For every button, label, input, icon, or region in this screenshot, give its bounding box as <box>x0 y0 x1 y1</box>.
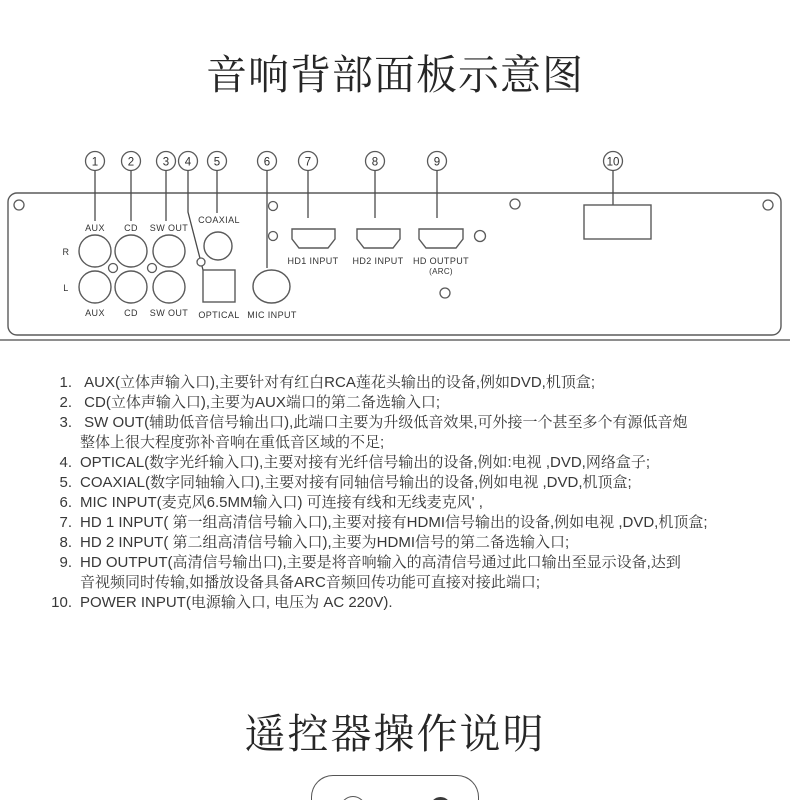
list-item-text: CD(立体声输入口),主要为AUX端口的第二备选输入口; <box>80 394 441 411</box>
screw-icon <box>109 264 118 273</box>
hd-output-label: HD OUTPUT <box>412 256 470 266</box>
list-item <box>45 473 760 493</box>
hdmi2-input-port <box>357 229 400 248</box>
remote-control-outline <box>311 775 479 800</box>
power-input-port <box>584 205 651 239</box>
list-item-number: 3. <box>59 414 72 431</box>
arc-label: (ARC) <box>429 267 453 276</box>
screw-icon <box>14 200 24 210</box>
swout-l-port <box>153 271 185 303</box>
callout-4: 4 <box>184 156 192 169</box>
cd-l-port <box>115 271 147 303</box>
list-item-number: 5. <box>59 474 72 491</box>
remote-button-outline-icon <box>340 796 366 800</box>
screw-icon <box>148 264 157 273</box>
mic-input-label: MIC INPUT <box>247 310 297 320</box>
screw-icon <box>440 288 450 298</box>
cd-r-port <box>115 235 147 267</box>
back-panel-diagram <box>0 140 790 350</box>
screw-icon <box>763 200 773 210</box>
list-item-number: 6. <box>59 494 72 511</box>
list-item-number: 2. <box>59 394 72 411</box>
list-item-text: AUX(立体声输入口),主要针对有红白RCA莲花头输出的设备,例如DVD,机顶盒; <box>80 374 596 391</box>
page-title: 音响背部面板示意图 <box>206 52 584 98</box>
list-item-number: 4. <box>59 454 72 471</box>
list-item <box>45 373 760 393</box>
aux-bottom-label: AUX <box>85 308 105 318</box>
callout-2: 2 <box>127 156 135 169</box>
screw-icon <box>269 232 278 241</box>
callout-1: 1 <box>91 156 99 169</box>
screw-icon <box>475 231 486 242</box>
hdmi-output-port <box>419 229 463 248</box>
mic-input-port <box>253 270 290 303</box>
aux-l-port <box>79 271 111 303</box>
list-item <box>45 513 760 533</box>
list-item <box>45 393 760 413</box>
hd1-input-label: HD1 INPUT <box>287 256 339 266</box>
list-item-text: OPTICAL(数字光纤输入口),主要对接有光纤信号输出的设备,例如:电视 ,DVD,网络盒子; <box>80 454 651 471</box>
callout-6: 6 <box>263 156 271 169</box>
callout-5: 5 <box>213 156 221 169</box>
swout-top-label: SW OUT <box>149 223 189 233</box>
screw-icon <box>510 199 520 209</box>
list-item-text: POWER INPUT(电源输入口, 电压为 AC 220V). <box>80 594 393 611</box>
aux-top-label: AUX <box>85 223 105 233</box>
list-item-number: 9. <box>59 554 72 571</box>
coaxial-port <box>204 232 232 260</box>
list-item <box>45 533 760 553</box>
right-channel-label: R <box>62 247 70 257</box>
swout-bottom-label: SW OUT <box>149 308 189 318</box>
screw-icon <box>197 258 205 266</box>
callout-8: 8 <box>371 156 379 169</box>
callout-markers <box>86 152 623 171</box>
list-item-text: HD OUTPUT(高清信号输出口),主要是将音响输入的高清信号通过此口输出至显示设备,达到 音视频同时传输,如播放设备具备ARC音频回传功能可直接对接此端口; <box>80 554 681 591</box>
list-item-number: 7. <box>59 514 72 531</box>
list-item-text: SW OUT(辅助低音信号输出口),此端口主要为升级低音效果,可外接一个甚至多个有源低音炮 整体上很大程度弥补音响在重低音区域的不足; <box>80 414 688 451</box>
list-item-number: 10. <box>51 594 72 611</box>
list-item <box>45 493 760 513</box>
list-item-number: 1. <box>59 374 72 391</box>
cd-top-label: CD <box>124 223 138 233</box>
list-item-text: HD 1 INPUT( 第一组高清信号输入口),主要对接有HDMI信号输出的设备,例如电视 ,DVD,机顶盒; <box>80 514 708 531</box>
list-item-text: COAXIAL(数字同轴输入口),主要对接有同轴信号输出的设备,例如电视 ,DVD,机顶盒; <box>80 474 632 491</box>
list-item-number: 8. <box>59 534 72 551</box>
callout-3: 3 <box>162 156 170 169</box>
list-item <box>45 413 760 453</box>
left-channel-label: L <box>63 283 69 293</box>
remote-section-title: 遥控器操作说明 <box>244 711 546 757</box>
list-item <box>45 593 760 613</box>
cd-bottom-label: CD <box>124 308 138 318</box>
callout-9: 9 <box>433 156 441 169</box>
optical-port <box>203 270 235 302</box>
coaxial-label: COAXIAL <box>198 215 240 225</box>
optical-label: OPTICAL <box>198 310 240 320</box>
aux-r-port <box>79 235 111 267</box>
hdmi1-input-port <box>292 229 335 248</box>
hd2-input-label: HD2 INPUT <box>352 256 404 266</box>
port-description-list <box>45 373 760 613</box>
callout-10: 10 <box>606 156 620 169</box>
screw-icon <box>269 202 278 211</box>
list-item <box>45 453 760 473</box>
list-item-text: HD 2 INPUT( 第二组高清信号输入口),主要为HDMI信号的第二备选输入口; <box>80 534 570 551</box>
callout-7: 7 <box>304 156 312 169</box>
swout-r-port <box>153 235 185 267</box>
list-item <box>45 553 760 593</box>
list-item-text: MIC INPUT(麦克风6.5MM输入口) 可连接有线和无线麦克风' , <box>80 494 483 511</box>
